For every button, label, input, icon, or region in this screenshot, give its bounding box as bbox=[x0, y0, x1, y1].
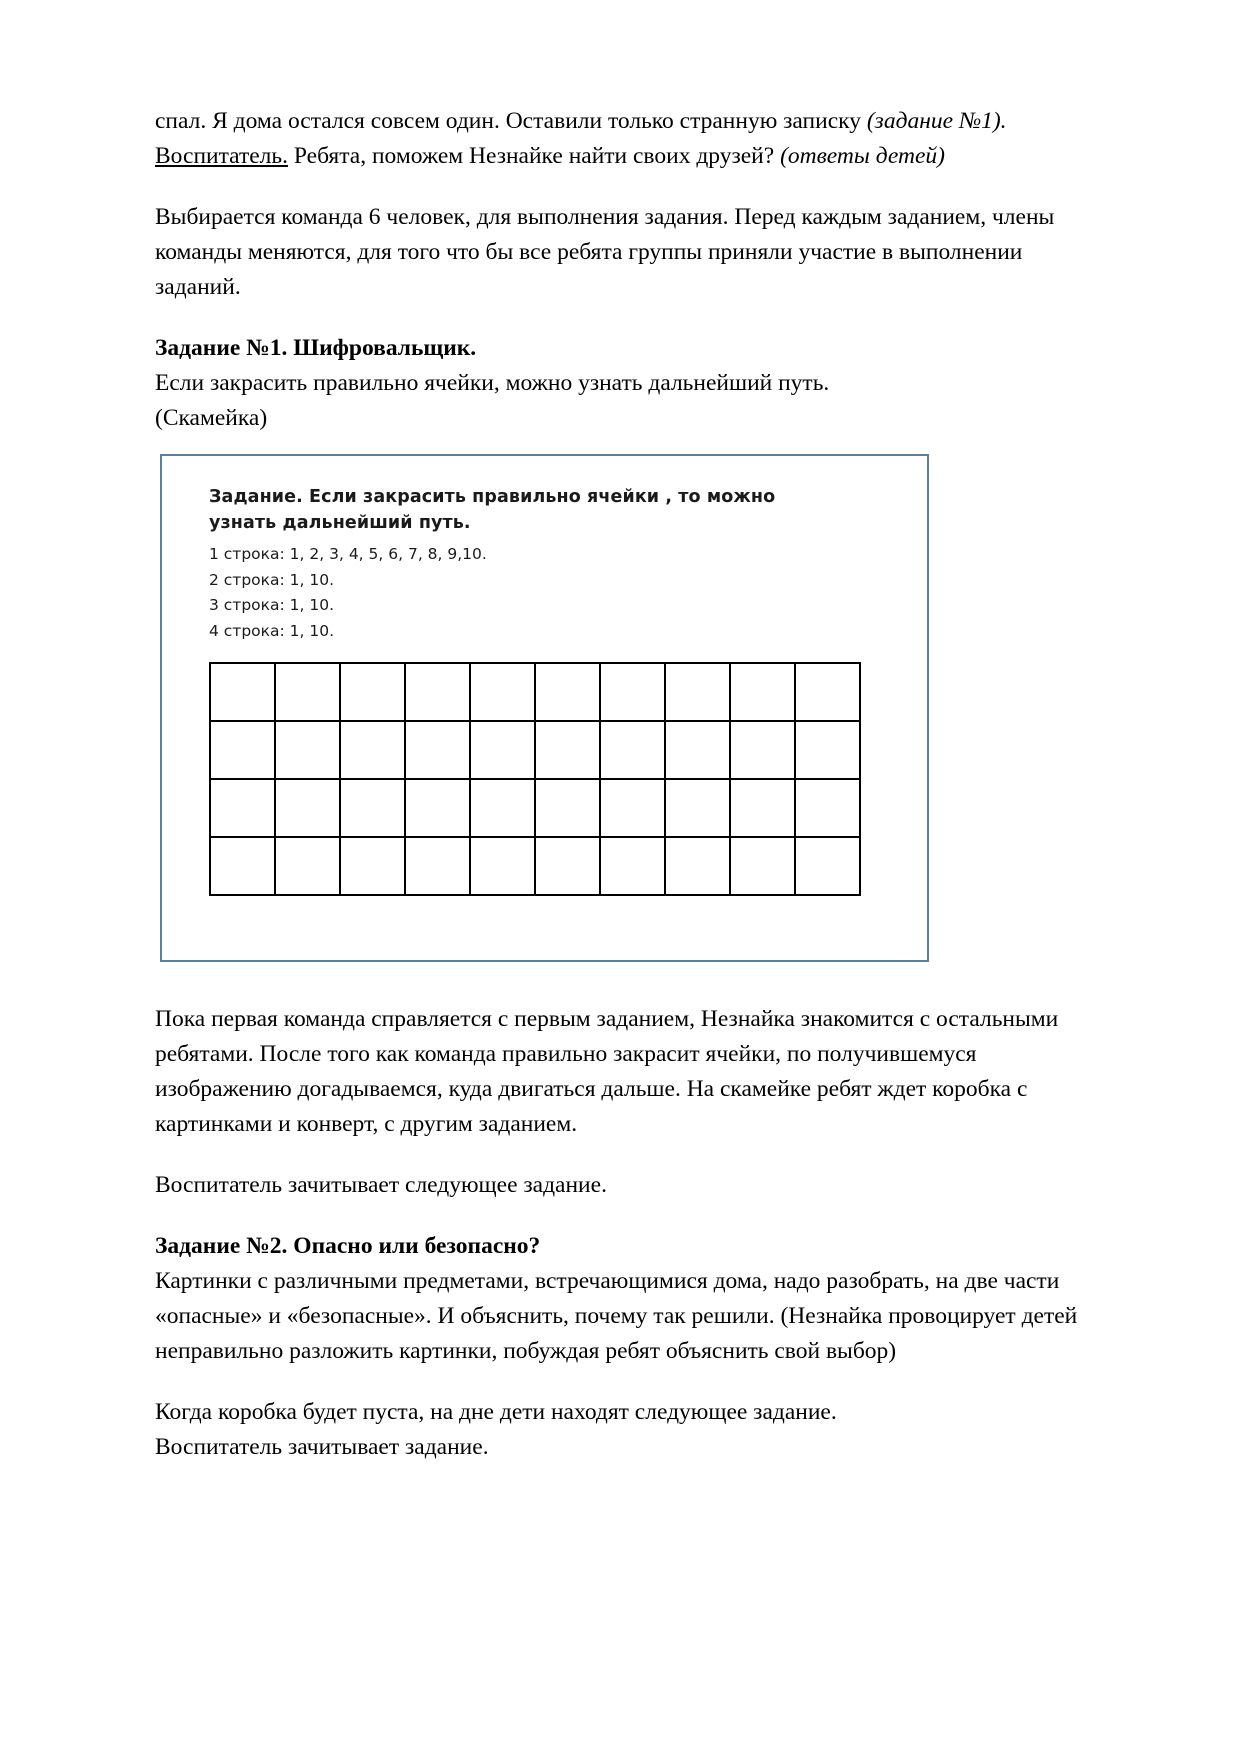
figure-row-list bbox=[209, 542, 909, 644]
paint-grid-row bbox=[210, 837, 860, 895]
paint-grid-cell[interactable] bbox=[795, 663, 860, 721]
paint-grid-cell[interactable] bbox=[210, 663, 275, 721]
team-paragraph: Выбирается команда 6 человек, для выполнения задания. Перед каждым заданием, члены команды меняются, для того что бы все ребята группы приняли участие в выполнении заданий. bbox=[155, 204, 1055, 300]
paint-grid-row bbox=[210, 779, 860, 837]
paint-grid-cell[interactable] bbox=[405, 721, 470, 779]
paint-grid-cell[interactable] bbox=[535, 779, 600, 837]
paint-grid-cell[interactable] bbox=[470, 837, 535, 895]
intro-paragraph bbox=[155, 104, 1080, 139]
paint-grid-cell[interactable] bbox=[210, 779, 275, 837]
paint-grid-cell[interactable] bbox=[730, 837, 795, 895]
figure-row-2: 2 строка: 1, 10. bbox=[209, 570, 335, 589]
paint-grid-body bbox=[210, 663, 860, 895]
teacher-reads-paragraph: Воспитатель зачитывает следующее задание. bbox=[155, 1172, 607, 1198]
paint-grid-cell[interactable] bbox=[795, 837, 860, 895]
figure-title bbox=[209, 484, 829, 536]
task2-heading: Задание №2. Опасно или безопасно? bbox=[155, 1233, 541, 1259]
speaker-italic-note: (ответы детей) bbox=[780, 143, 945, 169]
paint-grid-cell[interactable] bbox=[210, 837, 275, 895]
paint-grid-cell[interactable] bbox=[730, 779, 795, 837]
paint-grid-cell[interactable] bbox=[470, 779, 535, 837]
paint-grid-cell[interactable] bbox=[340, 779, 405, 837]
figure-title-bold: Задание. bbox=[209, 487, 303, 507]
paint-grid-cell[interactable] bbox=[535, 837, 600, 895]
paint-grid-cell[interactable] bbox=[665, 779, 730, 837]
paint-grid-cell[interactable] bbox=[470, 721, 535, 779]
paint-grid-wrapper bbox=[209, 662, 861, 896]
paint-grid-cell[interactable] bbox=[470, 663, 535, 721]
paint-grid-cell[interactable] bbox=[405, 663, 470, 721]
figure-row-4: 4 строка: 1, 10. bbox=[209, 621, 335, 640]
paint-grid-cell[interactable] bbox=[730, 663, 795, 721]
paint-grid-cell[interactable] bbox=[665, 721, 730, 779]
figure-row-3: 3 строка: 1, 10. bbox=[209, 596, 335, 614]
task1-description: Если закрасить правильно ячейки, можно узнать дальнейший путь. bbox=[155, 370, 830, 396]
paint-grid-cell[interactable] bbox=[275, 779, 340, 837]
paint-grid-cell[interactable] bbox=[340, 663, 405, 721]
speaker-text: Ребята, поможем Незнайке найти своих друзей? bbox=[288, 143, 781, 169]
paint-grid-cell[interactable] bbox=[665, 837, 730, 895]
intro-line1-italic: (задание №1). bbox=[866, 108, 1007, 134]
paint-grid-cell[interactable] bbox=[340, 721, 405, 779]
speaker-label: Воспитатель. bbox=[155, 143, 288, 169]
paint-grid-cell[interactable] bbox=[535, 663, 600, 721]
paint-grid-cell[interactable] bbox=[340, 837, 405, 895]
task1-heading: Задание №1. Шифровальщик. bbox=[155, 335, 477, 361]
teacher-question-paragraph bbox=[155, 139, 1080, 174]
closing-line-2: Воспитатель зачитывает задание. bbox=[155, 1434, 489, 1460]
paint-grid-cell[interactable] bbox=[795, 779, 860, 837]
paint-grid-cell[interactable] bbox=[600, 721, 665, 779]
closing-line-1: Когда коробка будет пуста, на дне дети находят следующее задание. bbox=[155, 1399, 837, 1425]
paint-grid-cell[interactable] bbox=[600, 779, 665, 837]
paint-grid-cell[interactable] bbox=[210, 721, 275, 779]
paint-grid-cell[interactable] bbox=[795, 721, 860, 779]
paint-grid-cell[interactable] bbox=[665, 663, 730, 721]
paint-grid-cell[interactable] bbox=[600, 837, 665, 895]
after-figure-paragraph: Пока первая команда справляется с первым заданием, Незнайка знакомится с остальными ребятами. После того как команда правильно закрасит ячейки, по получившемуся изображению догадываемся, куда двигаться дальше. На скамейке ребят ждет коробка с картинками и конверт, с другим заданием. bbox=[155, 1006, 1059, 1137]
task1-location: (Скамейка) bbox=[155, 405, 268, 431]
paint-grid-cell[interactable] bbox=[405, 779, 470, 837]
paint-grid-cell[interactable] bbox=[600, 663, 665, 721]
figure-text-block bbox=[209, 484, 909, 644]
task2-body: Картинки с различными предметами, встречающимися дома, надо разобрать, на две части «опасные» и «безопасные». И объяснить, почему так решили. (Незнайка провоцирует детей неправильно разложить картинки, побуждая ребят объяснить свой выбор) bbox=[155, 1268, 1078, 1364]
figure-title-rest: Если закрасить правильно ячейки , то можно узнать дальнейший путь. bbox=[209, 487, 776, 533]
paint-grid-cell[interactable] bbox=[275, 837, 340, 895]
paint-grid-row bbox=[210, 663, 860, 721]
paint-grid-cell[interactable] bbox=[405, 837, 470, 895]
paint-grid-cell[interactable] bbox=[535, 721, 600, 779]
task1-figure bbox=[160, 454, 929, 962]
paint-grid-cell[interactable] bbox=[275, 721, 340, 779]
intro-line1: спал. Я дома остался совсем один. Оставили только странную записку bbox=[155, 108, 867, 134]
paint-grid bbox=[209, 662, 861, 896]
paint-grid-cell[interactable] bbox=[275, 663, 340, 721]
paint-grid-row bbox=[210, 721, 860, 779]
figure-row-1: 1 строка: 1, 2, 3, 4, 5, 6, 7, 8, 9,10. bbox=[209, 545, 487, 563]
paint-grid-cell[interactable] bbox=[730, 721, 795, 779]
